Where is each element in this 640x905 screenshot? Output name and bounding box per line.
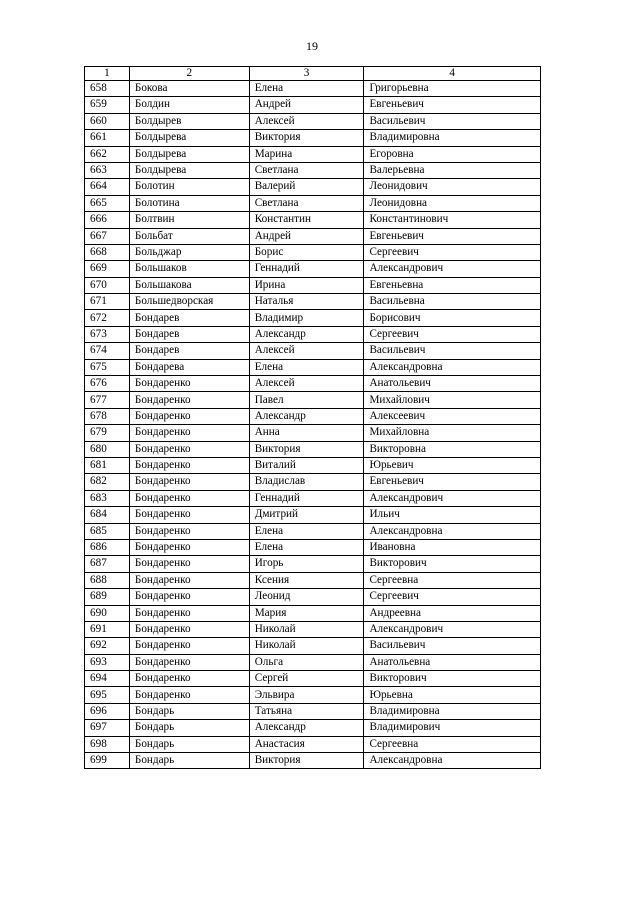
row-number-cell: 674 <box>85 343 130 359</box>
patronymic-cell: Юрьевна <box>364 687 541 703</box>
first-name-cell: Геннадий <box>249 261 364 277</box>
row-number-cell: 671 <box>85 294 130 310</box>
last-name-cell: Болдин <box>129 97 249 113</box>
last-name-cell: Болотин <box>129 179 249 195</box>
patronymic-cell: Владимирович <box>364 720 541 736</box>
table-row <box>85 146 541 162</box>
last-name-cell: Бондарев <box>129 326 249 342</box>
table-row <box>85 621 541 637</box>
last-name-cell: Бондаренко <box>129 441 249 457</box>
table-row <box>85 326 541 342</box>
last-name-cell: Болдырева <box>129 130 249 146</box>
row-number-cell: 672 <box>85 310 130 326</box>
row-number-cell: 681 <box>85 457 130 473</box>
patronymic-cell: Анатольевна <box>364 654 541 670</box>
first-name-cell: Ольга <box>249 654 364 670</box>
table-row <box>85 212 541 228</box>
header-cell-1: 1 <box>85 67 130 81</box>
first-name-cell: Андрей <box>249 97 364 113</box>
row-number-cell: 676 <box>85 376 130 392</box>
last-name-cell: Бондаренко <box>129 490 249 506</box>
row-number-cell: 660 <box>85 113 130 129</box>
table-row <box>85 97 541 113</box>
patronymic-cell: Евгеньевич <box>364 228 541 244</box>
patronymic-cell: Александровна <box>364 753 541 769</box>
last-name-cell: Бондаренко <box>129 457 249 473</box>
records-table <box>84 66 541 769</box>
table-row <box>85 113 541 129</box>
row-number-cell: 668 <box>85 244 130 260</box>
patronymic-cell: Васильевич <box>364 638 541 654</box>
patronymic-cell: Константинович <box>364 212 541 228</box>
last-name-cell: Бондаренко <box>129 605 249 621</box>
last-name-cell: Бондаренко <box>129 572 249 588</box>
table-row <box>85 179 541 195</box>
last-name-cell: Бондарева <box>129 359 249 375</box>
last-name-cell: Бондарь <box>129 720 249 736</box>
table-row <box>85 753 541 769</box>
last-name-cell: Бондаренко <box>129 523 249 539</box>
last-name-cell: Бондаренко <box>129 638 249 654</box>
first-name-cell: Виктория <box>249 753 364 769</box>
patronymic-cell: Евгеньевич <box>364 97 541 113</box>
patronymic-cell: Александровна <box>364 523 541 539</box>
last-name-cell: Бондарев <box>129 343 249 359</box>
header-cell-3: 3 <box>249 67 364 81</box>
last-name-cell: Болдырев <box>129 113 249 129</box>
first-name-cell: Анастасия <box>249 736 364 752</box>
row-number-cell: 690 <box>85 605 130 621</box>
row-number-cell: 683 <box>85 490 130 506</box>
patronymic-cell: Александрович <box>364 490 541 506</box>
last-name-cell: Бондарь <box>129 736 249 752</box>
first-name-cell: Сергей <box>249 671 364 687</box>
table-body <box>85 81 541 769</box>
first-name-cell: Виктория <box>249 130 364 146</box>
last-name-cell: Болотина <box>129 195 249 211</box>
row-number-cell: 688 <box>85 572 130 588</box>
first-name-cell: Александр <box>249 408 364 424</box>
first-name-cell: Анна <box>249 425 364 441</box>
row-number-cell: 686 <box>85 539 130 555</box>
patronymic-cell: Сергеевна <box>364 572 541 588</box>
patronymic-cell: Валерьевна <box>364 162 541 178</box>
first-name-cell: Алексей <box>249 343 364 359</box>
first-name-cell: Елена <box>249 539 364 555</box>
first-name-cell: Эльвира <box>249 687 364 703</box>
row-number-cell: 679 <box>85 425 130 441</box>
row-number-cell: 661 <box>85 130 130 146</box>
patronymic-cell: Владимировна <box>364 130 541 146</box>
patronymic-cell: Григорьевна <box>364 81 541 97</box>
row-number-cell: 685 <box>85 523 130 539</box>
first-name-cell: Светлана <box>249 162 364 178</box>
first-name-cell: Николай <box>249 621 364 637</box>
row-number-cell: 658 <box>85 81 130 97</box>
table-row <box>85 589 541 605</box>
last-name-cell: Бондаренко <box>129 376 249 392</box>
patronymic-cell: Васильевна <box>364 294 541 310</box>
first-name-cell: Константин <box>249 212 364 228</box>
first-name-cell: Елена <box>249 81 364 97</box>
row-number-cell: 695 <box>85 687 130 703</box>
first-name-cell: Елена <box>249 359 364 375</box>
table-row <box>85 703 541 719</box>
first-name-cell: Александр <box>249 326 364 342</box>
first-name-cell: Алексей <box>249 113 364 129</box>
last-name-cell: Большаков <box>129 261 249 277</box>
table-row <box>85 671 541 687</box>
first-name-cell: Елена <box>249 523 364 539</box>
last-name-cell: Бондаренко <box>129 556 249 572</box>
first-name-cell: Павел <box>249 392 364 408</box>
patronymic-cell: Александрович <box>364 621 541 637</box>
table-row <box>85 277 541 293</box>
first-name-cell: Андрей <box>249 228 364 244</box>
last-name-cell: Бондаренко <box>129 539 249 555</box>
row-number-cell: 669 <box>85 261 130 277</box>
patronymic-cell: Ильич <box>364 507 541 523</box>
table-row <box>85 687 541 703</box>
patronymic-cell: Егоровна <box>364 146 541 162</box>
row-number-cell: 684 <box>85 507 130 523</box>
row-number-cell: 675 <box>85 359 130 375</box>
first-name-cell: Николай <box>249 638 364 654</box>
table-row <box>85 523 541 539</box>
table-row <box>85 130 541 146</box>
first-name-cell: Марина <box>249 146 364 162</box>
patronymic-cell: Викторовна <box>364 441 541 457</box>
first-name-cell: Владислав <box>249 474 364 490</box>
table-row <box>85 605 541 621</box>
first-name-cell: Ксения <box>249 572 364 588</box>
table-row <box>85 654 541 670</box>
header-cell-4: 4 <box>364 67 541 81</box>
table-row <box>85 392 541 408</box>
first-name-cell: Виктория <box>249 441 364 457</box>
last-name-cell: Бондаренко <box>129 654 249 670</box>
row-number-cell: 689 <box>85 589 130 605</box>
first-name-cell: Игорь <box>249 556 364 572</box>
first-name-cell: Владимир <box>249 310 364 326</box>
last-name-cell: Бондарь <box>129 753 249 769</box>
patronymic-cell: Ивановна <box>364 539 541 555</box>
first-name-cell: Геннадий <box>249 490 364 506</box>
last-name-cell: Бокова <box>129 81 249 97</box>
row-number-cell: 699 <box>85 753 130 769</box>
row-number-cell: 677 <box>85 392 130 408</box>
last-name-cell: Бондаренко <box>129 392 249 408</box>
table-row <box>85 81 541 97</box>
table-row <box>85 343 541 359</box>
row-number-cell: 687 <box>85 556 130 572</box>
table-row <box>85 556 541 572</box>
table-row <box>85 572 541 588</box>
row-number-cell: 667 <box>85 228 130 244</box>
last-name-cell: Болтвин <box>129 212 249 228</box>
table-row <box>85 359 541 375</box>
table-row <box>85 474 541 490</box>
last-name-cell: Большакова <box>129 277 249 293</box>
table-row <box>85 261 541 277</box>
first-name-cell: Валерий <box>249 179 364 195</box>
table-row <box>85 408 541 424</box>
patronymic-cell: Сергеевич <box>364 244 541 260</box>
first-name-cell: Дмитрий <box>249 507 364 523</box>
row-number-cell: 691 <box>85 621 130 637</box>
row-number-cell: 693 <box>85 654 130 670</box>
first-name-cell: Татьяна <box>249 703 364 719</box>
table-header <box>85 67 541 81</box>
patronymic-cell: Викторович <box>364 556 541 572</box>
patronymic-cell: Александровна <box>364 359 541 375</box>
row-number-cell: 696 <box>85 703 130 719</box>
first-name-cell: Александр <box>249 720 364 736</box>
last-name-cell: Бондаренко <box>129 408 249 424</box>
table-row <box>85 507 541 523</box>
table-row <box>85 195 541 211</box>
row-number-cell: 664 <box>85 179 130 195</box>
first-name-cell: Мария <box>249 605 364 621</box>
row-number-cell: 665 <box>85 195 130 211</box>
patronymic-cell: Евгеньевич <box>364 474 541 490</box>
first-name-cell: Наталья <box>249 294 364 310</box>
patronymic-cell: Васильевич <box>364 343 541 359</box>
row-number-cell: 692 <box>85 638 130 654</box>
row-number-cell: 697 <box>85 720 130 736</box>
row-number-cell: 662 <box>85 146 130 162</box>
last-name-cell: Бондаренко <box>129 589 249 605</box>
patronymic-cell: Михайлович <box>364 392 541 408</box>
patronymic-cell: Сергеевна <box>364 736 541 752</box>
last-name-cell: Бондаренко <box>129 671 249 687</box>
first-name-cell: Алексей <box>249 376 364 392</box>
row-number-cell: 682 <box>85 474 130 490</box>
last-name-cell: Большедворская <box>129 294 249 310</box>
table-row <box>85 310 541 326</box>
last-name-cell: Бондаренко <box>129 687 249 703</box>
patronymic-cell: Александрович <box>364 261 541 277</box>
table-row <box>85 441 541 457</box>
table-row <box>85 490 541 506</box>
patronymic-cell: Михайловна <box>364 425 541 441</box>
last-name-cell: Больбат <box>129 228 249 244</box>
row-number-cell: 680 <box>85 441 130 457</box>
last-name-cell: Болдырева <box>129 146 249 162</box>
row-number-cell: 694 <box>85 671 130 687</box>
first-name-cell: Леонид <box>249 589 364 605</box>
table-row <box>85 244 541 260</box>
last-name-cell: Бондаренко <box>129 425 249 441</box>
patronymic-cell: Васильевич <box>364 113 541 129</box>
patronymic-cell: Викторович <box>364 671 541 687</box>
row-number-cell: 673 <box>85 326 130 342</box>
table-row <box>85 376 541 392</box>
patronymic-cell: Леонидовна <box>364 195 541 211</box>
patronymic-cell: Анатольевич <box>364 376 541 392</box>
first-name-cell: Светлана <box>249 195 364 211</box>
table-row <box>85 294 541 310</box>
row-number-cell: 663 <box>85 162 130 178</box>
row-number-cell: 678 <box>85 408 130 424</box>
first-name-cell: Виталий <box>249 457 364 473</box>
table-row <box>85 425 541 441</box>
patronymic-cell: Сергеевич <box>364 326 541 342</box>
last-name-cell: Бондаренко <box>129 474 249 490</box>
row-number-cell: 666 <box>85 212 130 228</box>
patronymic-cell: Андреевна <box>364 605 541 621</box>
first-name-cell: Борис <box>249 244 364 260</box>
patronymic-cell: Борисович <box>364 310 541 326</box>
patronymic-cell: Владимировна <box>364 703 541 719</box>
row-number-cell: 698 <box>85 736 130 752</box>
last-name-cell: Бондарев <box>129 310 249 326</box>
table-row <box>85 720 541 736</box>
row-number-cell: 670 <box>85 277 130 293</box>
header-row <box>85 67 541 81</box>
first-name-cell: Ирина <box>249 277 364 293</box>
header-cell-2: 2 <box>129 67 249 81</box>
last-name-cell: Бондаренко <box>129 621 249 637</box>
row-number-cell: 659 <box>85 97 130 113</box>
patronymic-cell: Евгеньевна <box>364 277 541 293</box>
table-row <box>85 638 541 654</box>
patronymic-cell: Сергеевич <box>364 589 541 605</box>
table-row <box>85 162 541 178</box>
last-name-cell: Бондаренко <box>129 507 249 523</box>
page-number: 19 <box>306 39 318 53</box>
table-row <box>85 457 541 473</box>
last-name-cell: Больджар <box>129 244 249 260</box>
last-name-cell: Болдырева <box>129 162 249 178</box>
table-row <box>85 228 541 244</box>
patronymic-cell: Леонидович <box>364 179 541 195</box>
patronymic-cell: Юрьевич <box>364 457 541 473</box>
patronymic-cell: Алексеевич <box>364 408 541 424</box>
table-row <box>85 539 541 555</box>
table-row <box>85 736 541 752</box>
last-name-cell: Бондарь <box>129 703 249 719</box>
